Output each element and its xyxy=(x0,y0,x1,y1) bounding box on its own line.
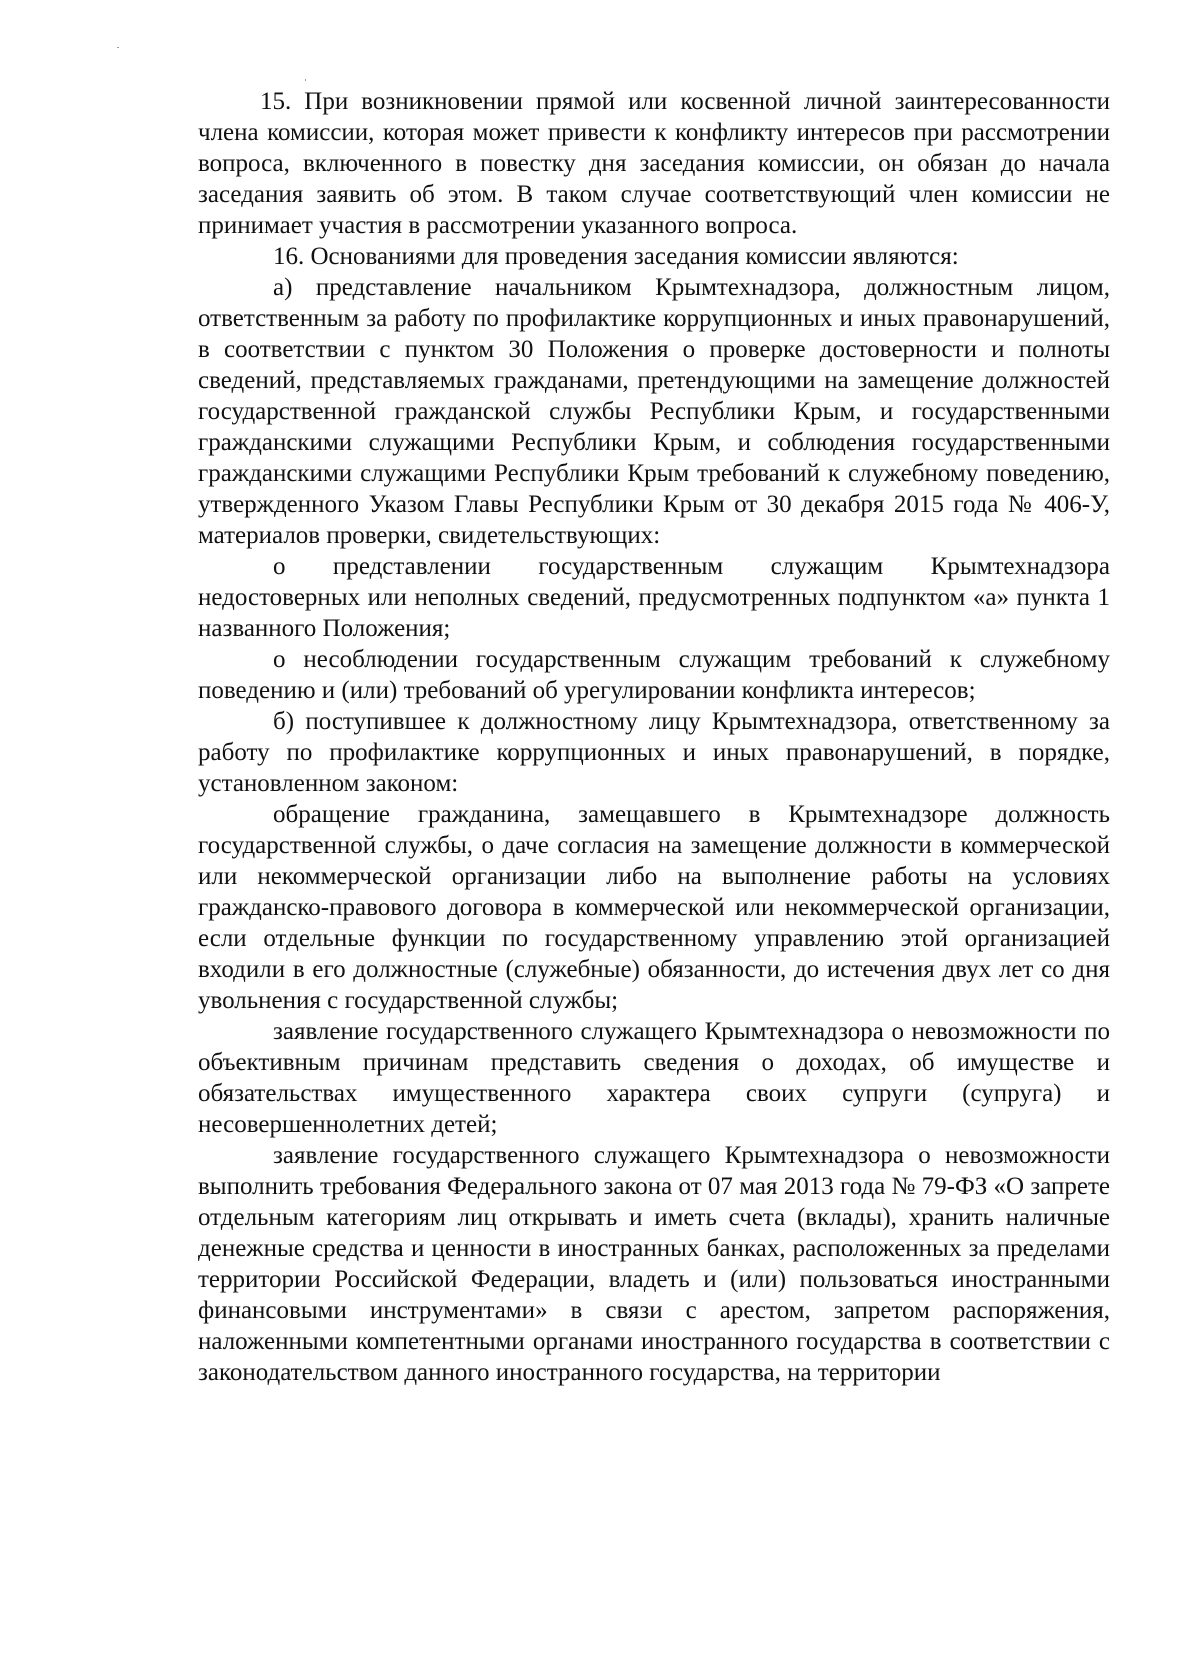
paragraph-16: 16. Основаниями для проведения заседания комиссии являются: xyxy=(273,243,959,270)
paragraph-15: 15. При возникновении прямой или косвенной личной заинтересованности члена комиссии, которая может привести к конфликту интересов при рассмотрении вопроса, включенного в повестку дня заседания комиссии, он обязан до начала заседания заявить об этом. В таком случае соответствующий член комиссии не принимает участия в рассмотрении указанного вопроса. xyxy=(198,88,1110,239)
paragraph-16b-item-1: обращение гражданина, замещавшего в Крымтехнадзоре должность государственной службы, о даче согласия на замещение должности в коммерческой или некоммерческой организации либо на выполнение работы на условиях гражданско-правового договора в коммерческой или некоммерческой организации, если отдельные функции по государственному управлению этой организацией входили в его должностные (служебные) обязанности, до истечения двух лет со дня увольнения с государственной службы; xyxy=(198,801,1110,1014)
document-body xyxy=(198,86,1110,1388)
scan-artifact xyxy=(117,47,119,48)
paragraph-16b: б) поступившее к должностному лицу Крымтехнадзора, ответственному за работу по профилактике коррупционных и иных правонарушений, в порядке, установленном законом: xyxy=(198,708,1110,797)
paragraph-16a-item-1: о представлении государственным служащим Крымтехнадзора недостоверных или неполных сведений, предусмотренных подпунктом «а» пункта 1 названного Положения; xyxy=(198,553,1110,642)
paragraph-16b-item-2: заявление государственного служащего Крымтехнадзора о невозможности по объективным причинам представить сведения о доходах, об имуществе и обязательствах имущественного характера своих супруги (супруга) и несовершеннолетних детей; xyxy=(198,1018,1110,1138)
paragraph-16a: а) представление начальником Крымтехнадзора, должностным лицом, ответственным за работу по профилактике коррупционных и иных правонарушений, в соответствии с пунктом 30 Положения о проверке достоверности и полноты сведений, представляемых гражданами, претендующими на замещение должностей государственной гражданской службы Республики Крым, и государственными гражданскими служащими Республики Крым, и соблюдения государственными гражданскими служащими Республики Крым требований к служебному поведению, утвержденного Указом Главы Республики Крым от 30 декабря 2015 года № 406-У, материалов проверки, свидетельствующих: xyxy=(198,274,1110,549)
paragraph-16b-item-3: заявление государственного служащего Крымтехнадзора о невозможности выполнить требования Федерального закона от 07 мая 2013 года № 79-ФЗ «О запрете отдельным категориям лиц открывать и иметь счета (вклады), хранить наличные денежные средства и ценности в иностранных банках, расположенных за пределами территории Российской Федерации, владеть и (или) пользоваться иностранными финансовыми инструментами» в связи с арестом, запретом распоряжения, наложенными компетентными органами иностранного государства в соответствии с законодательством данного иностранного государства, на территории xyxy=(198,1142,1110,1386)
paragraph-16a-item-2: о несоблюдении государственным служащим требований к служебному поведению и (или) требований об урегулировании конфликта интересов; xyxy=(198,646,1110,704)
scan-artifact xyxy=(305,79,306,81)
